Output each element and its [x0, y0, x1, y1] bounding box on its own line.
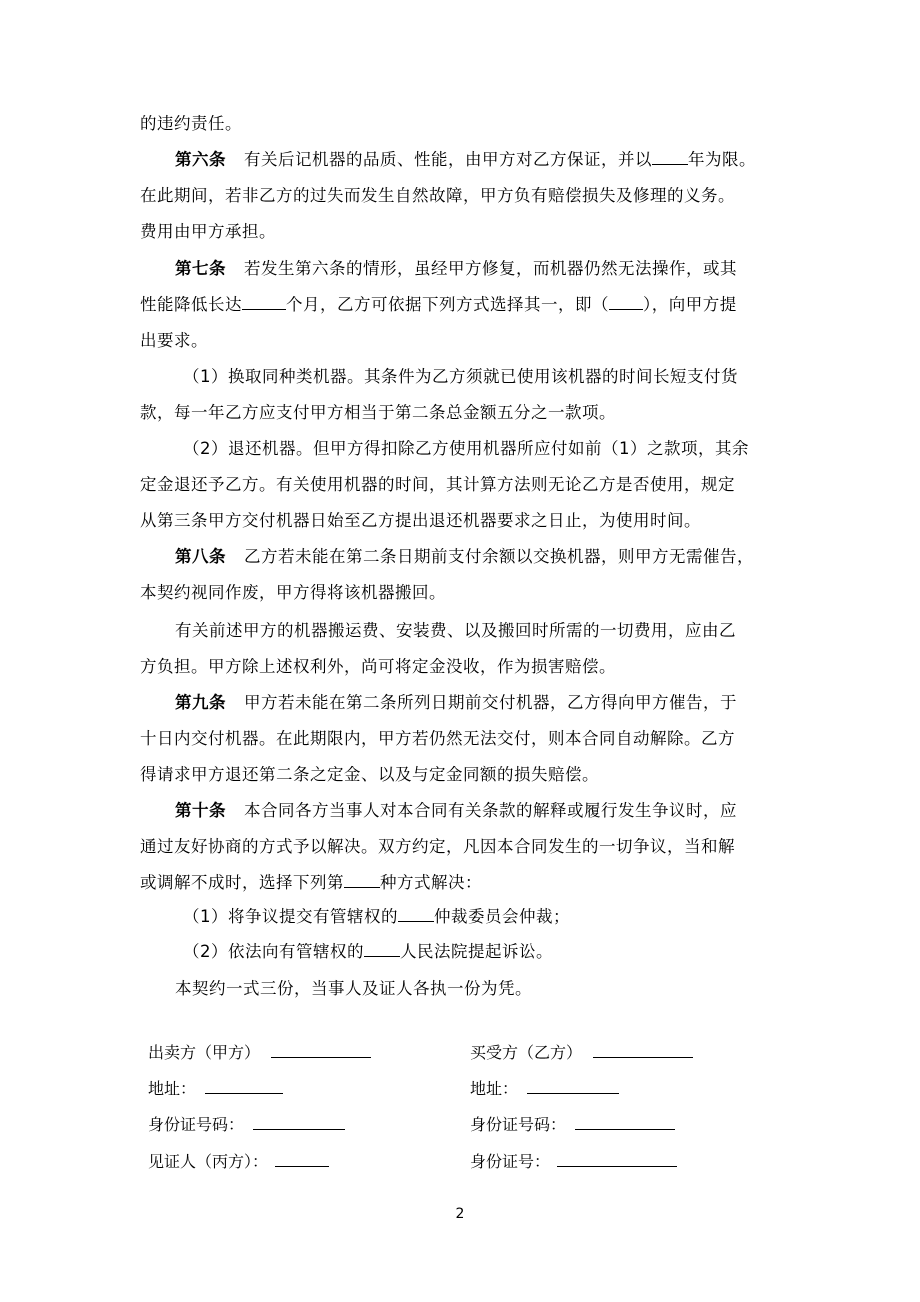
- paragraph-line: [140, 869, 785, 897]
- line-text: 若发生第六条的情形，虽经甲方修复，而机器仍然无法操作，或其: [244, 259, 737, 278]
- line-text: 得请求甲方退还第二条之定金、以及与定金同额的损失赔偿。: [140, 765, 599, 784]
- id-number-label: 身份证号码：: [470, 1115, 567, 1134]
- paragraph-line: [140, 110, 785, 138]
- fill-blank: [344, 869, 380, 888]
- line-text: ），向甲方提: [643, 295, 737, 314]
- line-text: 年为限。: [688, 150, 756, 169]
- fill-blank: [242, 291, 286, 310]
- paragraph-line: [140, 833, 785, 861]
- seller-address-field: [148, 1073, 283, 1101]
- buyer-id-blank[interactable]: [575, 1109, 675, 1130]
- paragraph-line: [175, 975, 785, 1003]
- buyer-blank[interactable]: [593, 1037, 693, 1058]
- line-text: 款，每一年乙方应支付甲方相当于第二条总金额五分之一款项。: [140, 403, 616, 422]
- article-label: 第九条: [175, 693, 226, 712]
- witness-id-blank[interactable]: [557, 1146, 677, 1167]
- buyer-signature-field: [470, 1037, 693, 1065]
- line-text: 本契约一式三份，当事人及证人各执一份为凭。: [175, 979, 532, 998]
- article-label: 第八条: [175, 547, 226, 566]
- witness-id-label: 身份证号：: [470, 1152, 551, 1171]
- paragraph-line: [140, 725, 785, 753]
- seller-blank[interactable]: [271, 1037, 371, 1058]
- line-text: 乙方若未能在第二条日期前支付余额以交换机器，则甲方无需催告，: [244, 547, 754, 566]
- line-text: 性能降低长达: [140, 295, 242, 314]
- article-6-heading-line: [175, 146, 785, 174]
- article-10-heading-line: [175, 797, 785, 825]
- line-text: 出要求。: [140, 331, 208, 350]
- line-text: （2）退还机器。但甲方得扣除乙方使用机器所应付如前（1）之款项，其余: [183, 439, 749, 458]
- paragraph-line: [183, 363, 785, 391]
- line-text: 费用由甲方承担。: [140, 222, 276, 241]
- line-text: 或调解不成时，选择下列第: [140, 873, 344, 892]
- address-label: 地址：: [148, 1079, 197, 1098]
- line-text: 仲裁委员会仲裁；: [434, 907, 570, 926]
- article-label: 第十条: [175, 801, 226, 820]
- paragraph-line: [140, 218, 785, 246]
- seller-address-blank[interactable]: [205, 1073, 283, 1094]
- line-text: 有关后记机器的品质、性能，由甲方对乙方保证，并以: [244, 150, 652, 169]
- address-label: 地址：: [470, 1079, 519, 1098]
- paragraph-line: [183, 435, 785, 463]
- line-text: 种方式解决：: [380, 873, 482, 892]
- seller-signature-field: [148, 1037, 371, 1065]
- line-text: 甲方若未能在第二条所列日期前交付机器，乙方得向甲方催告，于: [244, 693, 737, 712]
- line-text: （1）换取同种类机器。其条件为乙方须就已使用该机器的时间长短支付货: [183, 367, 738, 386]
- line-text: 的违约责任。: [140, 114, 242, 133]
- witness-id-field: [470, 1146, 677, 1174]
- article-label: 第七条: [175, 259, 226, 278]
- seller-id-blank[interactable]: [253, 1109, 345, 1130]
- paragraph-line: [140, 182, 785, 210]
- buyer-address-field: [470, 1073, 619, 1101]
- fill-blank: [364, 938, 400, 957]
- article-9-heading-line: [175, 689, 785, 717]
- fill-blank: [609, 291, 643, 310]
- line-text: 从第三条甲方交付机器日始至乙方提出退还机器要求之日止，为使用时间。: [140, 511, 701, 530]
- paragraph-line: [183, 903, 785, 931]
- line-text: 个月，乙方可依据下列方式选择其一，即（: [286, 295, 609, 314]
- paragraph-line: [140, 507, 785, 535]
- fill-blank: [398, 903, 434, 922]
- paragraph-line: [140, 579, 785, 607]
- paragraph-line: [140, 471, 785, 499]
- witness-label: 见证人（丙方）：: [148, 1152, 269, 1171]
- line-text: 方负担。甲方除上述权利外，尚可将定金没收，作为损害赔偿。: [140, 657, 616, 676]
- line-text: 定金退还予乙方。有关使用机器的时间，其计算方法则无论乙方是否使用，规定: [140, 475, 735, 494]
- paragraph-line: [140, 399, 785, 427]
- article-label: 第六条: [175, 150, 226, 169]
- paragraph-line: [183, 938, 785, 966]
- paragraph-line: [140, 761, 785, 789]
- buyer-label: 买受方（乙方）: [470, 1043, 583, 1062]
- line-text: 在此期间，若非乙方的过失而发生自然故障，甲方负有赔偿损失及修理的义务。: [140, 186, 735, 205]
- witness-blank[interactable]: [275, 1146, 329, 1167]
- article-8-heading-line: [175, 543, 785, 571]
- paragraph-line: [140, 291, 785, 319]
- buyer-address-blank[interactable]: [527, 1073, 619, 1094]
- line-text: 本契约视同作废，甲方得将该机器搬回。: [140, 583, 446, 602]
- seller-id-field: [148, 1109, 345, 1137]
- fill-blank: [652, 146, 688, 165]
- paragraph-line: [140, 327, 785, 355]
- line-text: 有关前述甲方的机器搬运费、安装费、以及搬回时所需的一切费用，应由乙: [175, 621, 736, 640]
- line-text: （1）将争议提交有管辖权的: [183, 907, 398, 926]
- line-text: 本合同各方当事人对本合同有关条款的解释或履行发生争议时，应: [244, 801, 737, 820]
- article-7-heading-line: [175, 255, 785, 283]
- line-text: （2）依法向有管辖权的: [183, 942, 364, 961]
- buyer-id-field: [470, 1109, 675, 1137]
- paragraph-line: [140, 653, 785, 681]
- page-number: 2: [455, 1206, 465, 1222]
- line-text: 通过友好协商的方式予以解决。双方约定，凡因本合同发生的一切争议，当和解: [140, 837, 735, 856]
- paragraph-line: [175, 617, 785, 645]
- witness-field: [148, 1146, 329, 1174]
- seller-label: 出卖方（甲方）: [148, 1043, 261, 1062]
- line-text: 人民法院提起诉讼。: [400, 942, 553, 961]
- line-text: 十日内交付机器。在此期限内，甲方若仍然无法交付，则本合同自动解除。乙方: [140, 729, 735, 748]
- id-number-label: 身份证号码：: [148, 1115, 245, 1134]
